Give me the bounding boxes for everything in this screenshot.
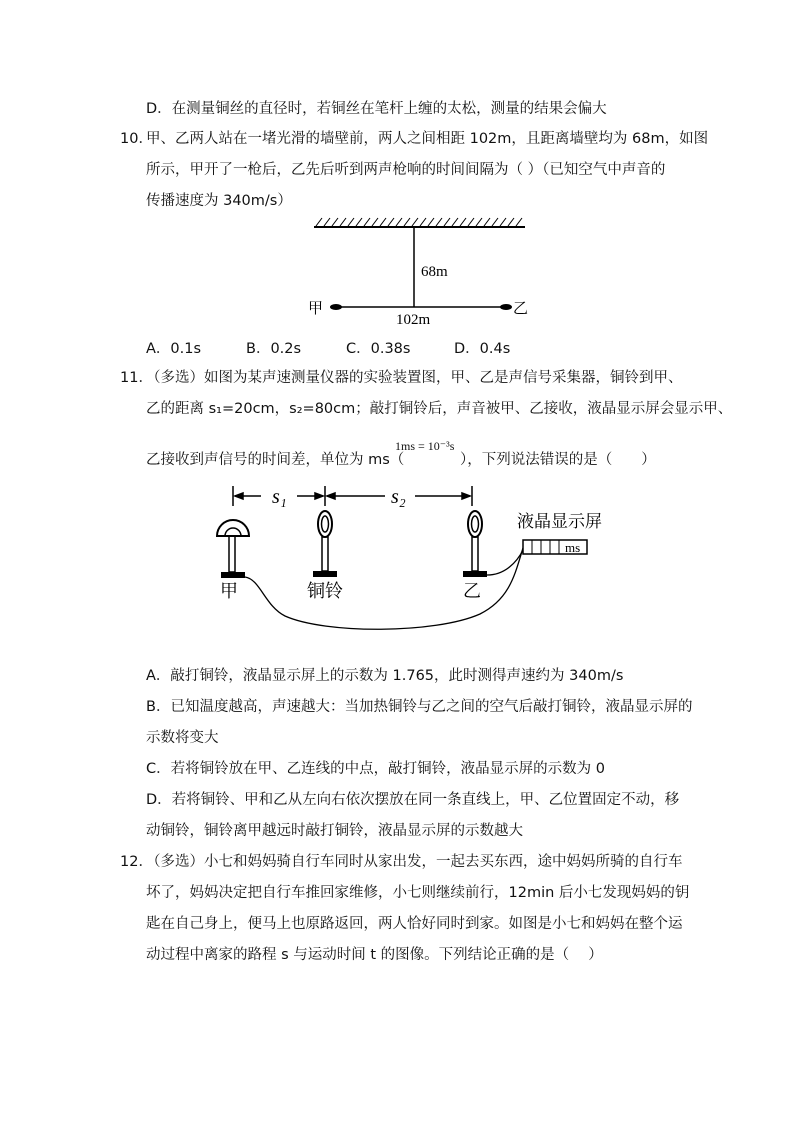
q10-text-line1: 甲、乙两人站在一堵光滑的墙壁前，两人之间相距 102m，且距离墙壁均为 68m，如图 — [146, 131, 709, 147]
bell-ring-outer — [318, 511, 332, 537]
q11-option-b-line2: 示数将变大 — [146, 730, 219, 746]
q10-option-c: C．0.38s — [346, 341, 411, 357]
yi-receiver-outer — [468, 511, 482, 537]
q12-text-line4: 动过程中离家的路程 s 与运动时间 t 的图像。下列结论正确的是（ ） — [146, 947, 603, 963]
bell-label: 铜铃 — [307, 581, 343, 602]
q10-wall-diagram — [300, 212, 540, 332]
lcd-label: 液晶显示屏 — [517, 512, 602, 532]
q11-option-d-line2: 动铜铃，铜铃离甲越远时敲打铜铃，液晶显示屏的示数越大 — [146, 823, 523, 839]
q11-option-d-line1: D．若将铜铃、甲和乙从左向右依次摆放在同一条直线上，甲、乙位置固定不动，移 — [146, 792, 680, 808]
yi-label: 乙 — [463, 581, 481, 602]
yi-cable — [487, 550, 523, 575]
yi-base — [463, 571, 487, 577]
q11-text-line1: （多选）如图为某声速测量仪器的实验装置图，甲、乙是声信号采集器，铜铃到甲、 — [146, 370, 683, 386]
q12-text-line2: 坏了，妈妈决定把自行车推回家维修，小七则继续前行，12min 后小七发现妈妈的钥 — [146, 885, 690, 901]
jia-label: 甲 — [308, 299, 324, 317]
jia-cable — [245, 548, 523, 629]
q10-option-b: B．0.2s — [246, 341, 302, 357]
q11-option-b-line1: B．已知温度越高，声速越大：当加热铜铃与乙之间的空气后敲打铜铃，液晶显示屏的 — [146, 699, 693, 715]
bell-stand — [322, 537, 328, 571]
q10-text-line3: 传播速度为 340m/s） — [146, 193, 292, 209]
q10-option-a: A．0.1s — [146, 341, 202, 357]
s1-label: s₁ — [272, 486, 287, 508]
jia-stand — [229, 536, 235, 572]
people-distance-label: 102m — [396, 312, 431, 328]
q11-text-line2: 乙的距离 s₁=20cm，s₂=80cm；敲打铜铃后，声音被甲、乙接收，液晶显示屏会显示甲、 — [146, 401, 733, 417]
q9-option-d: D．在测量铜丝的直径时，若铜丝在笔杆上缠的太松，测量的结果会偏大 — [146, 101, 607, 117]
q11-apparatus-diagram — [205, 484, 605, 642]
lcd-unit: ms — [565, 540, 581, 555]
q10-number: 10． — [120, 131, 153, 147]
q12-text-line1: （多选）小七和妈妈骑自行车同时从家出发，一起去买东西，途中妈妈所骑的自行车 — [146, 854, 683, 870]
q11-option-a: A．敲打铜铃，液晶显示屏上的示数为 1.765，此时测得声速约为 340m/s — [146, 668, 624, 684]
jia-label: 甲 — [220, 581, 238, 602]
q10-text-line2: 所示，甲开了一枪后，乙先后听到两声枪响的时间间隔为（ ）（已知空气中声音的 — [146, 162, 666, 178]
jia-base — [221, 572, 245, 578]
q12-text-line3: 匙在自己身上，便马上也原路返回，两人恰好同时到家。如图是小七和妈妈在整个运 — [146, 916, 683, 932]
q11-number: 11． — [120, 370, 153, 386]
q10-option-d: D．0.4s — [454, 341, 511, 357]
wall-hatching — [316, 218, 522, 226]
bell-base — [313, 571, 337, 577]
q11-text-line3a: 乙接收到声信号的时间差，单位为 ms（ — [146, 452, 405, 468]
jia-point — [330, 304, 342, 310]
q12-number: 12． — [120, 854, 153, 870]
wall-distance-label: 68m — [421, 264, 448, 280]
yi-point — [500, 304, 512, 310]
q11-text-line3b: ），下列说法错误的是（ ） — [460, 452, 656, 468]
q11-option-c: C．若将铜铃放在甲、乙连线的中点，敲打铜铃，液晶显示屏的示数为 0 — [146, 761, 605, 777]
yi-label: 乙 — [513, 299, 529, 317]
q11-formula: 1ms = 10⁻³s — [395, 439, 455, 453]
s2-label: s₂ — [391, 486, 406, 508]
yi-stand — [472, 537, 478, 571]
